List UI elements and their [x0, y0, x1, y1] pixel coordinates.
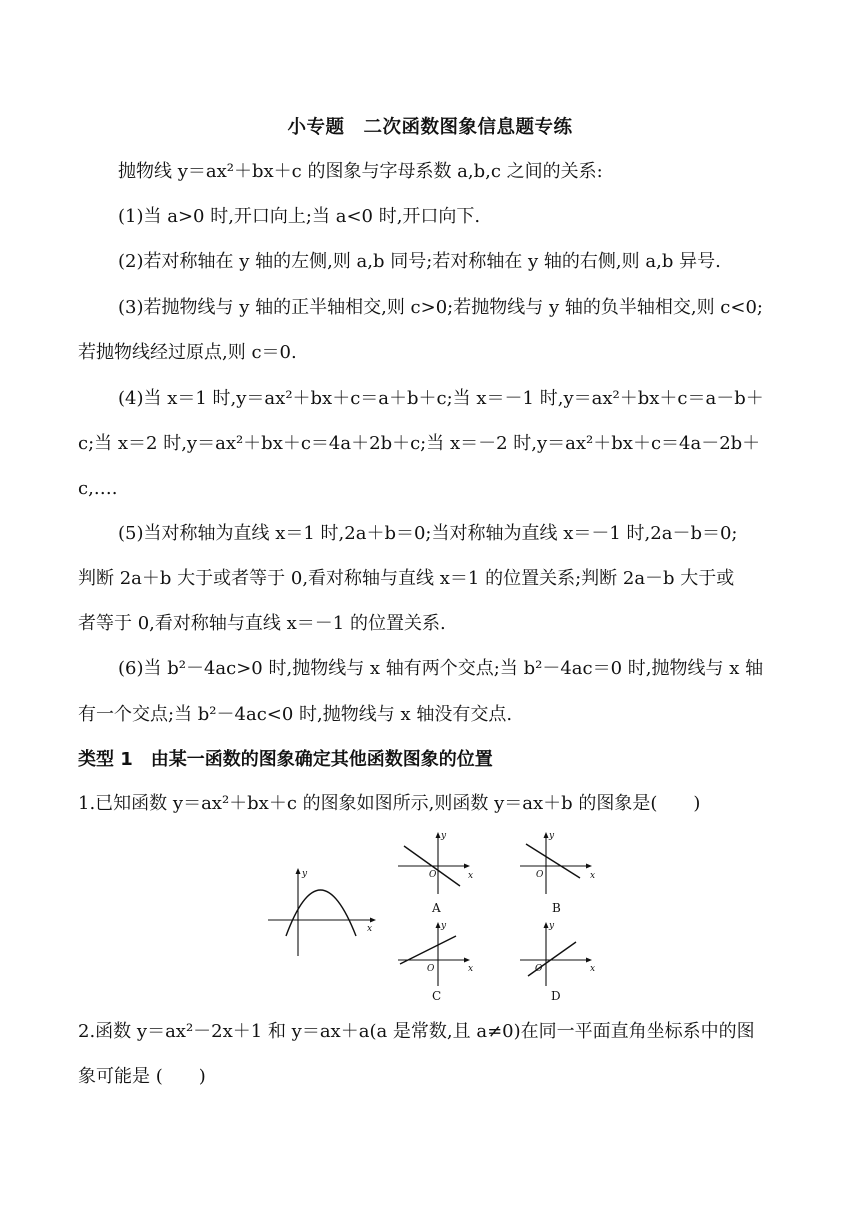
x-arrow-icon: [464, 958, 470, 963]
y-axis-label: y: [441, 831, 447, 841]
x-axis-label: x: [468, 871, 474, 881]
x-arrow-icon: [586, 864, 592, 869]
question-2-line-1: 2.函数 y＝ax²－2x＋1 和 y＝ax＋a(a 是常数,且 a≠0)在同一平面直角坐标系中的图: [78, 1021, 755, 1042]
x-axis-label: x: [468, 964, 474, 974]
option-b-figure[interactable]: [516, 828, 602, 916]
parabola-figure: [264, 860, 384, 960]
rule-4-line-1: (4)当 x＝1 时,y＝ax²＋bx＋c＝a＋b＋c;当 x＝－1 时,y＝ax²＋bx＋c＝a－b＋: [118, 388, 764, 409]
rule-3-line-1: (3)若抛物线与 y 轴的正半轴相交,则 c>0;若抛物线与 y 轴的负半轴相交,则 c<0;: [118, 297, 763, 318]
rule-1: (1)当 a>0 时,开口向上;当 a<0 时,开口向下.: [118, 206, 481, 227]
x-axis-label: x: [367, 924, 373, 934]
origin-label: O: [536, 870, 544, 880]
y-arrow-icon: [296, 868, 301, 874]
y-axis-label: y: [302, 869, 308, 879]
option-a-figure[interactable]: [394, 828, 480, 916]
section-heading: 类型 1 由某一函数的图象确定其他函数图象的位置: [78, 749, 493, 770]
option-label: B: [552, 901, 561, 915]
rule-4-line-2: c;当 x＝2 时,y＝ax²＋bx＋c＝4a＋2b＋c;当 x＝－2 时,y＝ax²＋bx＋c＝4a－2b＋: [78, 433, 761, 454]
option-label: C: [432, 989, 442, 1003]
question-1: 1.已知函数 y＝ax²＋bx＋c 的图象如图所示,则函数 y＝ax＋b 的图象是( ): [78, 793, 701, 814]
option-label: A: [432, 901, 441, 915]
option-c-figure[interactable]: [394, 914, 480, 1004]
y-arrow-icon: [544, 832, 549, 838]
parabola-curve: [286, 890, 356, 936]
rule-6-line-2: 有一个交点;当 b²－4ac<0 时,抛物线与 x 轴没有交点.: [78, 704, 513, 725]
origin-label: O: [535, 964, 543, 974]
y-axis-label: y: [549, 921, 555, 931]
intro-text: 抛物线 y＝ax²＋bx＋c 的图象与字母系数 a,b,c 之间的关系:: [118, 161, 603, 182]
y-axis-label: y: [441, 921, 447, 931]
x-axis-label: x: [590, 871, 596, 881]
y-arrow-icon: [436, 832, 441, 838]
option-label: D: [551, 989, 561, 1003]
x-axis-label: x: [590, 964, 596, 974]
origin-label: O: [429, 870, 437, 880]
rule-2: (2)若对称轴在 y 轴的左侧,则 a,b 同号;若对称轴在 y 轴的右侧,则 a,b 异号.: [118, 251, 721, 272]
y-arrow-icon: [436, 922, 441, 928]
origin-label: O: [427, 964, 435, 974]
line-graph: [526, 844, 580, 878]
option-d-figure[interactable]: [516, 914, 602, 1004]
page-title: 小专题 二次函数图象信息题专练: [287, 117, 573, 138]
rule-5-line-1: (5)当对称轴为直线 x＝1 时,2a＋b＝0;当对称轴为直线 x＝－1 时,2a－b＝0;: [118, 523, 738, 544]
rule-4-line-3: c,….: [78, 478, 118, 499]
rule-3-line-2: 若抛物线经过原点,则 c＝0.: [78, 342, 297, 363]
rule-5-line-2: 判断 2a＋b 大于或者等于 0,看对称轴与直线 x＝1 的位置关系;判断 2a－b 大于或: [78, 568, 735, 589]
y-axis-label: y: [549, 831, 555, 841]
x-arrow-icon: [464, 864, 470, 869]
x-arrow-icon: [370, 918, 376, 923]
question-2-line-2: 象可能是 ( ): [78, 1066, 206, 1087]
x-arrow-icon: [586, 958, 592, 963]
y-arrow-icon: [544, 922, 549, 928]
rule-6-line-1: (6)当 b²－4ac>0 时,抛物线与 x 轴有两个交点;当 b²－4ac＝0 时,抛物线与 x 轴: [118, 658, 764, 679]
rule-5-line-3: 者等于 0,看对称轴与直线 x＝－1 的位置关系.: [78, 613, 446, 634]
